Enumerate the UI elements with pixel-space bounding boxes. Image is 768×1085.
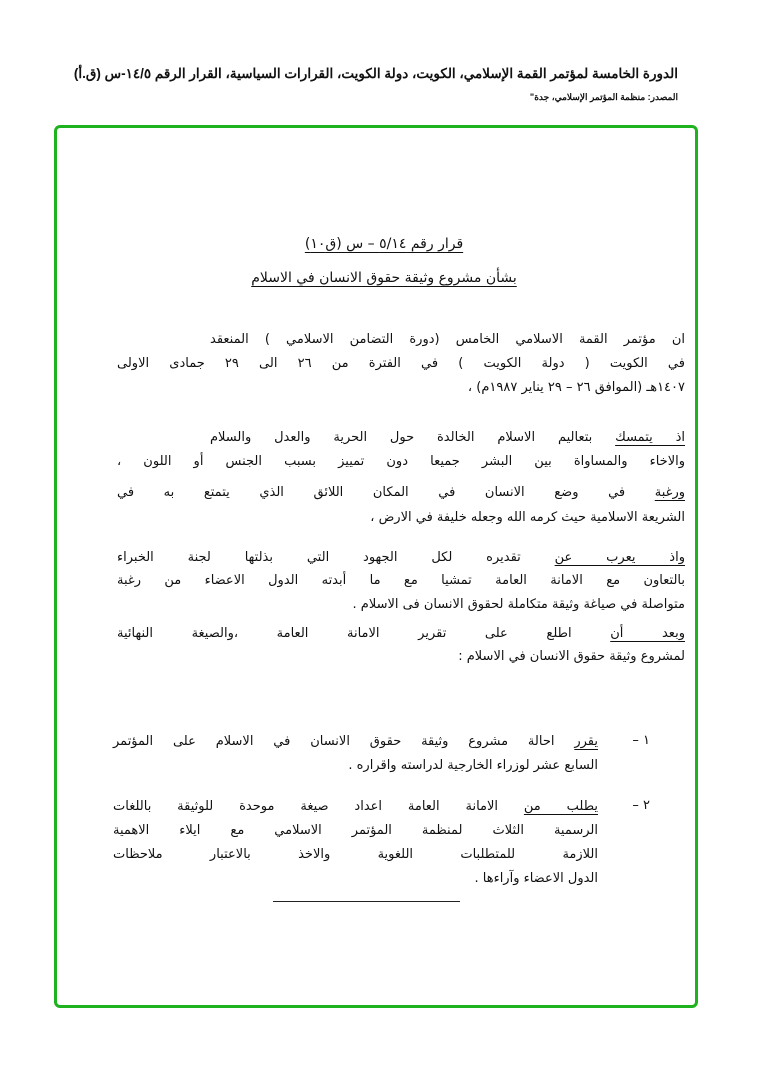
para1-line: ١٤٠٧هـ (الموافق ٢٦ – ٢٩ يناير ١٩٨٧م) ،	[467, 380, 685, 395]
para4-line: واذ يعرب عن تقديره لكل الجهود التي بذلتها لجنة الخبراء	[117, 550, 685, 565]
item-number: ٢ –	[632, 798, 650, 813]
resolution-number: قرار رقم ٥/١٤ – س (ق١٠)	[304, 236, 464, 252]
para3-line: الشريعة الاسلامية حيث كرمه الله وجعله خليفة في الارض ،	[370, 510, 685, 525]
resolution-subject: بشأن مشروع وثيقة حقوق الانسان في الاسلام	[251, 270, 517, 286]
para5-line: لمشروع وثيقة حقوق الانسان في الاسلام :	[458, 649, 685, 664]
item-line: اللازمة للمتطلبات اللغوية والاخذ بالاعتبار ملاحظات	[113, 847, 598, 862]
item-line: الدول الاعضاء وآراءها .	[474, 871, 598, 886]
document-header-title: الدورة الخامسة لمؤتمر القمة الإسلامي، الكويت، دولة الكويت، القرارات السياسية، القرار الرقم ١٤/٥-س (ق.أ)	[73, 66, 678, 81]
para1-line: ان مؤتمر القمة الاسلامي الخامس (دورة التضامن الاسلامي ) المنعقد	[210, 332, 685, 347]
para4-line: متواصلة في صياغة وثيقة متكاملة لحقوق الانسان فى الاسلام .	[352, 597, 685, 612]
para4-line: بالتعاون مع الامانة العامة تمشيا مع ما أبدته الدول الاعضاء من رغبة	[117, 573, 685, 588]
item-number: ١ –	[632, 733, 650, 748]
para2-line: والاخاء والمساواة بين البشر جميعا دون تمييز بسبب الجنس أو اللون ،	[117, 454, 685, 469]
document-source: المصدر: منظمة المؤتمر الإسلامي، جدة"	[529, 92, 678, 102]
para2-line: اذ يتمسك بتعاليم الاسلام الخالدة حول الحرية والعدل والسلام	[210, 430, 685, 445]
para1-line: في الكويت ( دولة الكويت ) في الفترة من ٢٦ الى ٢٩ جمادى الاولى	[117, 356, 685, 371]
item-line: الرسمية الثلاث لمنظمة المؤتمر الاسلامي مع ايلاء الاهمية	[113, 823, 598, 838]
item-line: السابع عشر لوزراء الخارجية لدراسته واقراره .	[348, 758, 598, 773]
closing-rule	[273, 901, 460, 902]
para5-line: وبعد أن اطلع على تقرير الامانة العامة ،والصيغة النهائية	[117, 626, 685, 641]
item-line: يقرر احالة مشروع وثيقة حقوق الانسان في الاسلام على المؤتمر	[113, 734, 598, 749]
para3-line: ورغبة في وضع الانسان في المكان اللائق الذي يتمتع به في	[117, 485, 685, 500]
item-line: يطلب من الامانة العامة اعداد صيغة موحدة للوثيقة باللغات	[113, 799, 598, 814]
